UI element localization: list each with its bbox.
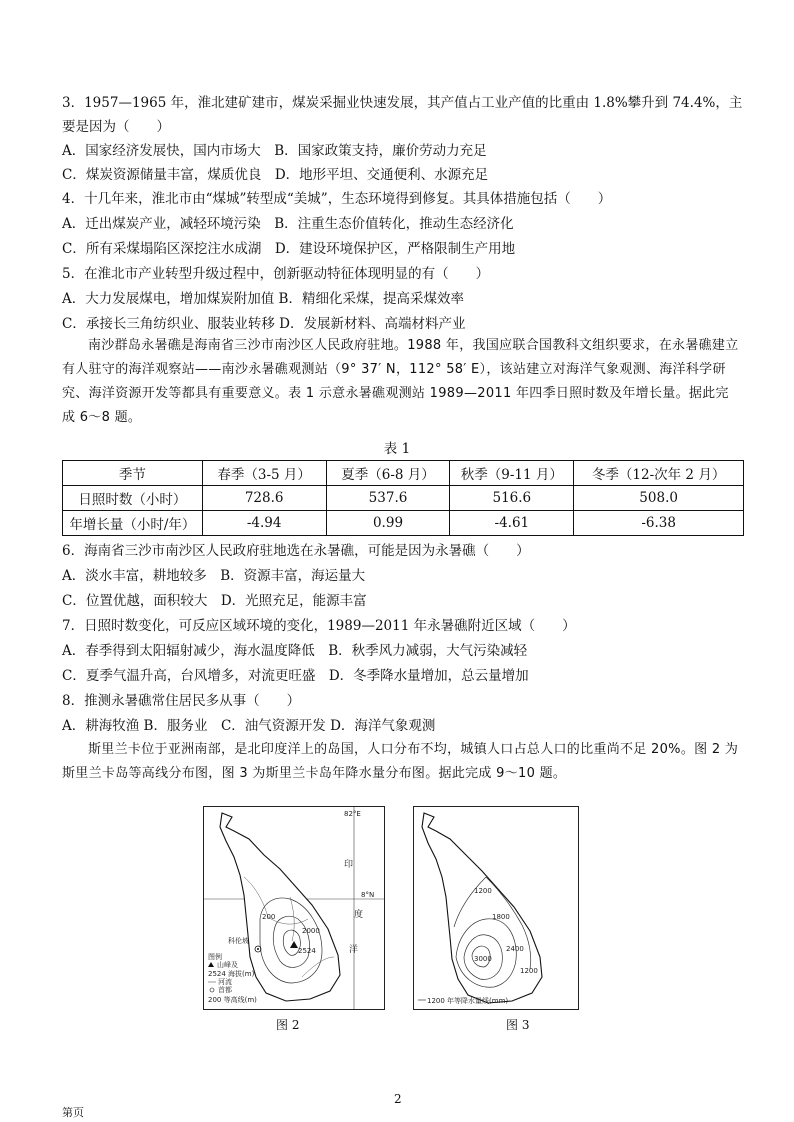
q6-stem: 6．海南省三沙市南沙区人民政府驻地选在永暑礁，可能是因为永暑礁（ ）: [62, 543, 530, 559]
q5-options-ab: A．大力发展煤电，增加煤炭附加值 B．精细化采煤，提高采煤效率: [62, 291, 464, 307]
q5-options-cd: C．承接长三角纺织业、服装业转移 D．发展新材料、高端材料产业: [62, 316, 466, 332]
table-row: [63, 511, 744, 536]
table-caption: 表 1: [383, 441, 411, 457]
peak-label: 2524: [298, 947, 316, 955]
table-header-cell: 春季（3-5 月）: [202, 461, 326, 486]
q3-stem-line-1: 3．1957—1965 年，淮北建矿建市，煤炭采掘业快速发展，其产值占工业产值的比重由 1.8%攀升到 74.4%，主: [62, 95, 743, 111]
q3-options-ab: A．国家经济发展快，国内市场大 B．国家政策支持，廉价劳动力充足: [62, 143, 487, 159]
capital-marker-dot-icon: [257, 948, 259, 950]
passage-yongshu-reef: 南沙群岛永暑礁是海南省三沙市南沙区人民政府驻地。1988 年，我国应联合国教科文组织要求，在永暑礁建立有人驻守的海洋观察站——南沙永暑礁观测站（9° 37′ N，112° 58′ E），该站建立对海洋气象观测、海洋科学研究、海洋资源开发等都具有重要意义。表 1 示意永暑礁观测站 1989—2011 年四季日照时数及年增长量。据此完成 6～8 题。: [62, 338, 739, 425]
q4-options-cd: C．所有采煤塌陷区深挖注水成湖 D．建设环境保护区，严格限制生产用地: [62, 241, 516, 257]
page-number: 2: [394, 1092, 402, 1106]
passage-sri-lanka: 斯里兰卡位于亚洲南部，是北印度洋上的岛国，人口分布不均，城镇人口占总人口的比重尚不足 20%。图 2 为斯里兰卡岛等高线分布图，图 3 为斯里兰卡岛年降水量分布图。据此完成 9～10 题。: [62, 742, 739, 781]
q8-options: A．耕海牧渔 B．服务业 C．油气资源开发 D．海洋气象观测: [62, 718, 436, 734]
q6-options-cd: C．位置优越，面积较大 D．光照充足，能源丰富: [62, 593, 367, 609]
city-label: 科伦坡: [228, 937, 249, 945]
legend-river: 河流: [218, 978, 232, 986]
table-cell: 0.99: [326, 511, 450, 536]
q4-stem: 4．十几年来，淮北市由“煤城”转型成“美城”，生态环境得到修复。其具体措施包括（ ）: [62, 191, 612, 207]
isohyet-label-1200b: 1200: [520, 967, 538, 975]
legend-capital-icon: [210, 988, 214, 992]
table-header-cell: 冬季（12-次年 2 月）: [574, 461, 744, 486]
legend-title: 图例: [208, 953, 222, 961]
table-cell: 537.6: [326, 486, 450, 511]
q7-options-cd: C．夏季气温升高，台风增多，对流更旺盛 D．冬季降水量增加，总云量增加: [62, 668, 529, 684]
legend-peak-elev: 2524 海拔(m): [208, 970, 255, 978]
sea-label-1: 印: [344, 860, 354, 870]
q3-options-cd: C．煤炭资源储量丰富，煤质优良 D．地形平坦、交通便利、水源充足: [62, 167, 489, 183]
sri-lanka-rainfall-svg: [414, 807, 578, 1009]
legend-contour: 200 等高线(m): [208, 996, 257, 1004]
q3-stem-line-2: 要是因为（ ）: [62, 119, 170, 135]
sunshine-table: [62, 460, 744, 536]
page-footer: 第页: [62, 1106, 84, 1119]
table-cell: 日照时数（小时）: [63, 486, 203, 511]
figure-2-caption: 图 2: [276, 1018, 300, 1032]
isohyet-label-3000: 3000: [474, 955, 492, 963]
sea-label-3: 洋: [349, 945, 359, 955]
figure-3-caption: 图 3: [506, 1018, 530, 1032]
table-cell: -4.61: [450, 511, 574, 536]
sri-lanka-contour-svg: [204, 807, 384, 1009]
table-cell: 516.6: [450, 486, 574, 511]
table-header-cell: 秋季（9-11 月）: [450, 461, 574, 486]
isohyet-label-2400: 2400: [506, 945, 524, 953]
q7-options-ab: A．春季得到太阳辐射减少，海水温度降低 B．秋季风力减弱，大气污染减轻: [62, 643, 528, 659]
legend-isohyet: 1200 年等降水量线(mm): [427, 997, 509, 1005]
q7-stem: 7．日照时数变化，可反应区域环境的变化，1989—2011 年永暑礁附近区域（ ）: [62, 618, 576, 634]
legend-peak: 山峰及: [217, 961, 238, 969]
legend-capital: 首都: [218, 986, 232, 994]
lat-label: 8°N: [361, 891, 375, 899]
isohyet-label-1200a: 1200: [474, 887, 492, 895]
table-cell: 年增长量（小时/年）: [63, 511, 203, 536]
table-cell: 508.0: [574, 486, 744, 511]
fig2-legend: [208, 952, 257, 1004]
q8-stem: 8．推测永暑礁常住居民多从事（ ）: [62, 693, 301, 709]
lon-label: 82°E: [344, 810, 361, 818]
q6-options-ab: A．淡水丰富，耕地较多 B．资源丰富，海运量大: [62, 568, 366, 584]
figure-2-contour-map: [203, 806, 385, 1010]
legend-peak-icon: [208, 962, 214, 967]
isohyet-label-1800: 1800: [492, 913, 510, 921]
table-cell: -6.38: [574, 511, 744, 536]
table-cell: -4.94: [202, 511, 326, 536]
q5-stem: 5．在淮北市产业转型升级过程中，创新驱动特征体现明显的有（ ）: [62, 266, 490, 282]
table-row: [63, 486, 744, 511]
table-header-row: [63, 461, 744, 486]
table-cell: 728.6: [202, 486, 326, 511]
sea-label-2: 度: [354, 910, 364, 920]
contour-label-200: 200: [262, 913, 276, 921]
table-header-cell: 夏季（6-8 月）: [326, 461, 450, 486]
q4-options-ab: A．迁出煤炭产业，减轻环境污染 B．注重生态价值转化，推动生态经济化: [62, 216, 514, 232]
figure-3-rainfall-map: [413, 806, 579, 1010]
table-header-cell: 季节: [63, 461, 203, 486]
contour-label-2000: 2000: [302, 927, 320, 935]
